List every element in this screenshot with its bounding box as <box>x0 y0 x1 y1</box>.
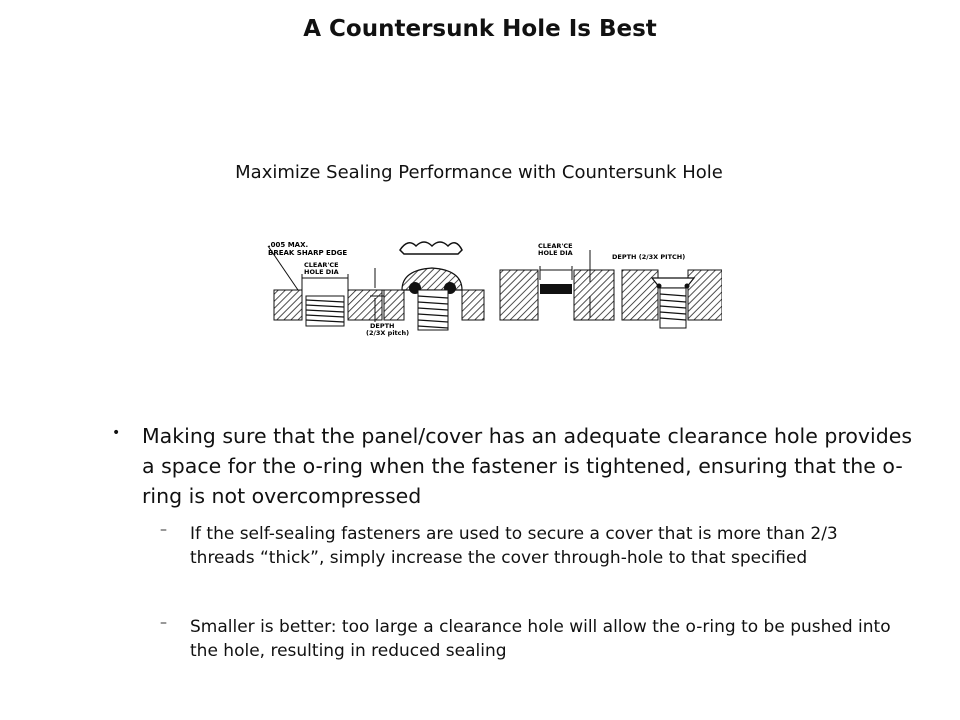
clearance-right-label-2: HOLE DIA <box>538 249 573 257</box>
sealed-fastener-drawing <box>622 270 722 328</box>
depth-right-label: DEPTH (2/3X PITCH) <box>612 253 686 261</box>
clearance-right-label-1: CLEAR'CE <box>538 242 573 250</box>
countersunk-panel-drawing <box>500 250 614 320</box>
main-bullet <box>112 421 912 511</box>
countersunk-hole-diagram <box>262 228 722 340</box>
sub-bullet-1 <box>160 522 900 570</box>
sub-bullet-dash: – <box>160 615 167 631</box>
sub-bullet-2-text: Smaller is better: too large a clearance hole will allow the o-ring to be pushed into the hole, resulting in reduced sealing <box>190 617 891 661</box>
bullet-dot: • <box>112 425 121 441</box>
main-bullet-text: Making sure that the panel/cover has an adequate clearance hole provides a space for the o-ring when the fastener is tightened, ensuring that the o-ring is not overcompressed <box>142 424 913 508</box>
slide-title: A Countersunk Hole Is Best <box>303 16 657 42</box>
depth-left-label-1: DEPTH <box>370 322 395 330</box>
sub-bullet-1-text: If the self-sealing fasteners are used to secure a cover that is more than 2/3 threads “thick”, simply increase the cover through-hole to that specified <box>190 524 838 568</box>
clearance-left-label-1: CLEAR'CE <box>304 261 339 269</box>
sub-bullet-dash: – <box>160 522 167 538</box>
fastener-drawing <box>384 242 484 330</box>
figure-caption <box>0 162 960 183</box>
depth-left-label-2: (2/3X pitch) <box>366 329 410 337</box>
break-edge-label-1: .005 MAX. <box>268 241 309 249</box>
break-edge-label-2: BREAK SHARP EDGE <box>268 249 348 257</box>
figure-caption-text: Maximize Sealing Performance with Countersunk Hole <box>235 162 723 183</box>
left-panel-drawing <box>268 246 384 326</box>
sub-bullet-2 <box>160 615 900 663</box>
clearance-left-label-2: HOLE DIA <box>304 268 339 276</box>
